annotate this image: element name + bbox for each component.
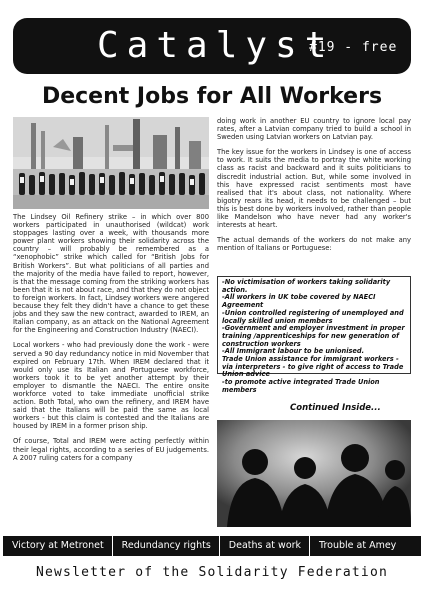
masthead-title: Catalyst bbox=[97, 25, 335, 66]
article-paragraph: Local workers - who had previously done the work - were served a 90 day redundancy notice in mid November that expired on February 17th. When IREM declared that it would only use its Italian and Portuguese workforce, workers took it to be yet another attempt by their employer to dismantle the NAECI. The entire onsite workforce voted to take immediate unofficial strike action. Both Total, who own the refinery, and IREM have said that the Italians will be paid the same as local workers - but this claim is contested and the Italians are housed by IREM in a former prison ship. bbox=[13, 341, 209, 431]
newsletter-tagline: Newsletter of the Solidarity Federation bbox=[35, 565, 389, 580]
demand-item: Trade Union assistance for immigrant workers - via interpreters - to give right of access to Trade Union advice bbox=[222, 355, 404, 379]
right-column-article bbox=[217, 117, 411, 259]
footer-topics-bar bbox=[3, 536, 421, 556]
masthead bbox=[13, 18, 411, 74]
left-column-article bbox=[13, 213, 209, 469]
issue-number: #19 - free bbox=[309, 40, 398, 55]
footer-topic: Trouble at Amey bbox=[319, 540, 397, 551]
demand-item: -to promote active integrated Trade Union members bbox=[222, 378, 380, 394]
footer-topic: Victory at Metronet bbox=[12, 540, 104, 551]
footer-topic: Deaths at work bbox=[228, 540, 302, 551]
demand-item: -Government and employer investment in proper training /apprenticeships for new generation of construction workers bbox=[222, 324, 405, 348]
headline: Decent Jobs for All Workers bbox=[41, 84, 383, 109]
workers-silhouette-photo bbox=[217, 420, 411, 527]
demand-item: -No victimisation of workers taking solidarity action. bbox=[222, 278, 391, 294]
refinery-picket-illustration bbox=[13, 117, 209, 209]
refinery-picket-photo bbox=[13, 117, 209, 209]
workers-demands-box bbox=[217, 276, 411, 394]
demand-item: -Union controlled registering of unemployed and locally skilled union members bbox=[222, 308, 404, 325]
article-paragraph: The actual demands of the workers do not make any mention of Italians or Portuguese: bbox=[217, 236, 411, 253]
footer-topic: Redundancy rights bbox=[121, 540, 211, 551]
demand-item: -All Immigrant labour to be unionised. bbox=[222, 347, 365, 356]
article-paragraph: doing work in another EU country to ignore local pay rates, after a Latvian company tried to build a school in Sweden using Latvian workers on Latvian pay. bbox=[217, 117, 411, 142]
article-paragraph: The Lindsey Oil Refinery strike – in which over 800 workers participated in unauthorised (wildcat) work stoppages lasting over a week, with thousands more power plant workers showing their solidarity across the country – will probably be remembered as a “xenophobic” strike which called for “British Jobs for British Workers”. But what politicians of all parties and the majority of the media have failed to report, however, is that the message coming from the striking workers has been that it is not about race, and that they do not object to foreign workers. In fact, Lindsey workers were angered because they felt they didn't have a chance to get these jobs and they saw the new contract, awarded to IREM, an Italian company, as an attack on the National Agreement for the Engineering and Construction Industry (NAECI). bbox=[13, 213, 209, 335]
continued-inside-note: Continued Inside... bbox=[290, 403, 381, 413]
article-paragraph: Of course, Total and IREM were acting perfectly within their legal rights, according to a series of EU judgements. A 2007 ruling caters for a company bbox=[13, 437, 209, 462]
demand-item: -All workers in UK tobe covered by NAECI Agreement bbox=[222, 293, 376, 310]
article-paragraph: The key issue for the workers in Lindsey is one of access to work. It suits the media to portray the white working class as racist and backward and it suits politicians to discredit industrial action. But, while some involved in this have expressed racist sentiments most have realised that it's about class, not nationality. Where bigotry rears its head, it needs to be challenged – but this is best done by workers involved, rather than people like Mandelson who have never had any worker's interests at heart. bbox=[217, 148, 411, 230]
workers-silhouette-illustration bbox=[217, 420, 411, 527]
